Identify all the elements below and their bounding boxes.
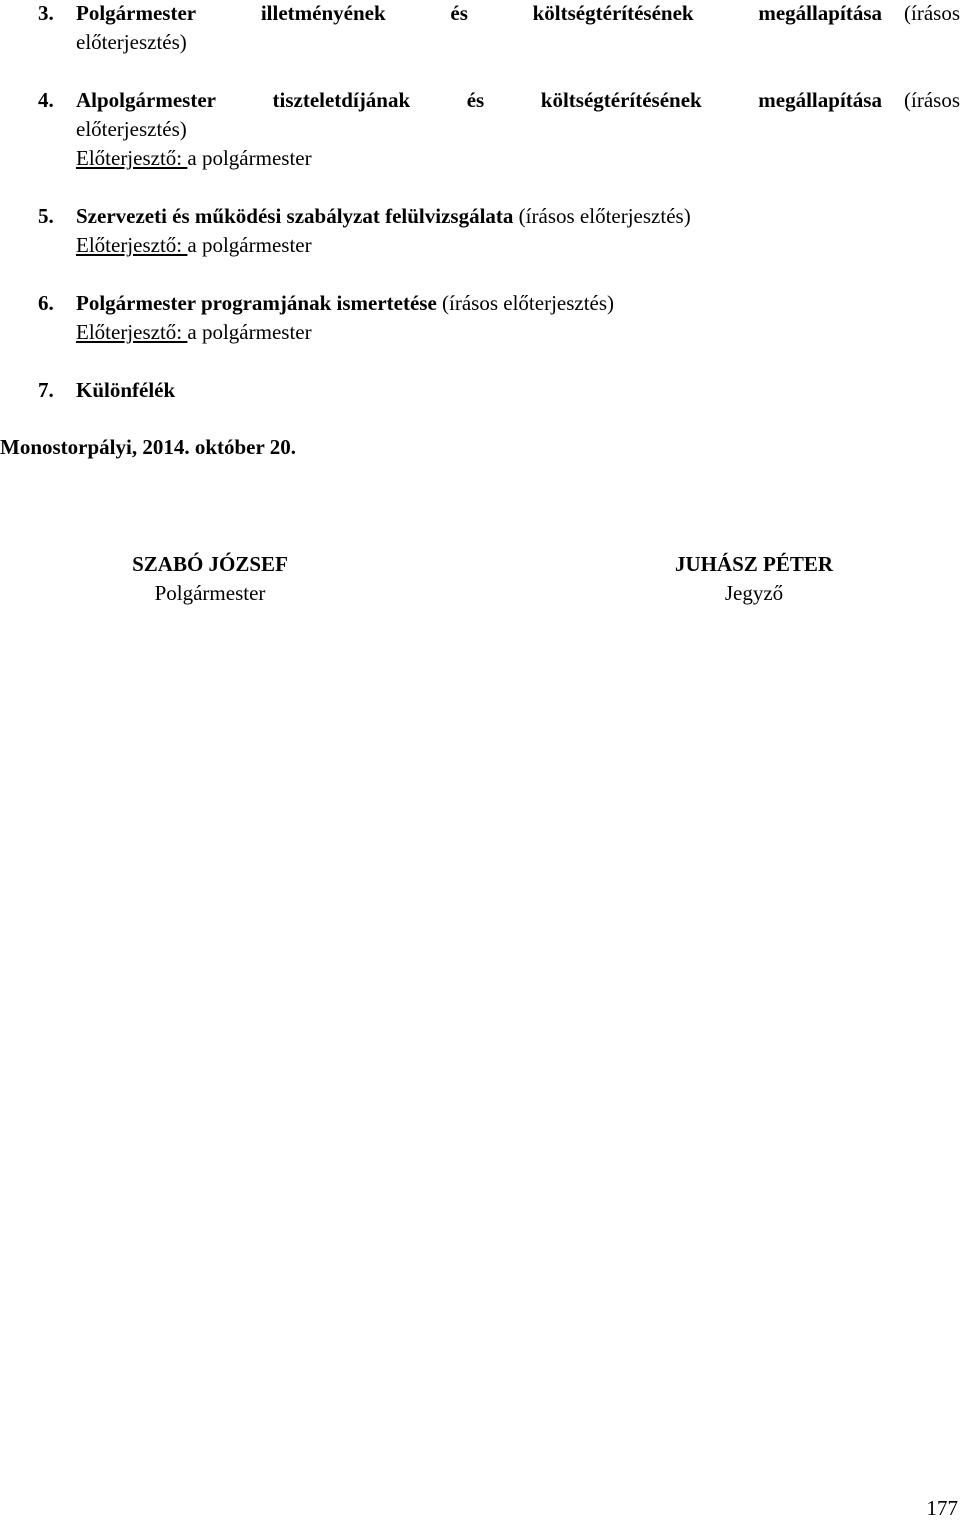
agenda-item-title-line	[76, 86, 960, 115]
agenda-item-type: (írásos	[904, 88, 960, 112]
agenda-item-presenter	[76, 318, 960, 347]
agenda-item-number: 7.	[38, 378, 54, 402]
agenda-item-number: 6.	[38, 291, 54, 315]
agenda-item-5	[0, 202, 960, 260]
agenda-item-body	[76, 86, 960, 173]
agenda-item-type-cont: előterjesztés)	[76, 117, 187, 141]
presenter-name: a polgármester	[187, 233, 312, 257]
presenter-name: a polgármester	[187, 146, 312, 170]
agenda-item-number: 4.	[38, 88, 54, 112]
agenda-item-title-line	[76, 289, 960, 318]
agenda-list	[0, 0, 960, 405]
signature-role: Polgármester	[154, 581, 266, 605]
presenter-label: Előterjesztő:	[76, 320, 188, 344]
agenda-item-3	[0, 0, 960, 57]
agenda-item-7	[0, 376, 960, 405]
date-line: Monostorpályi, 2014. október 20.	[0, 435, 296, 459]
presenter-label: Előterjesztő:	[76, 146, 188, 170]
presenter-label: Előterjesztő:	[76, 233, 188, 257]
agenda-item-title-line	[76, 202, 960, 231]
agenda-item-4	[0, 86, 960, 173]
agenda-item-title: Szervezeti és működési szabályzat felülvizsgálata	[76, 204, 514, 228]
agenda-item-type: (írásos	[904, 1, 960, 25]
agenda-item-number: 3.	[38, 1, 54, 25]
presenter-name: a polgármester	[187, 320, 312, 344]
agenda-item-body	[76, 0, 960, 57]
agenda-item-presenter	[76, 231, 960, 260]
agenda-item-title: Polgármester programjának ismertetése	[76, 291, 437, 315]
agenda-item-title: Alpolgármester tiszteletdíjának és költségtérítésének megállapítása	[76, 88, 882, 112]
agenda-item-body	[76, 289, 960, 347]
agenda-item-type-cont: előterjesztés)	[76, 30, 187, 54]
agenda-item-title: Polgármester illetményének és költségtérítésének megállapítása	[76, 1, 882, 25]
signature-name: SZABÓ JÓZSEF	[132, 552, 288, 576]
agenda-item-title-line	[76, 0, 960, 28]
signature-block-notary	[640, 550, 868, 608]
agenda-item-type: (írásos előterjesztés)	[442, 291, 615, 315]
agenda-item-number: 5.	[38, 204, 54, 228]
page-number: 177	[926, 1496, 958, 1520]
agenda-item-type: (írásos előterjesztés)	[518, 204, 691, 228]
agenda-item-body	[76, 202, 960, 260]
signature-role: Jegyző	[724, 581, 784, 605]
agenda-item-presenter	[76, 144, 960, 173]
signature-block-mayor	[96, 550, 324, 608]
agenda-item-body	[76, 376, 960, 405]
agenda-item-title: Különfélék	[76, 378, 176, 402]
signature-name: JUHÁSZ PÉTER	[674, 552, 834, 576]
agenda-item-6	[0, 289, 960, 347]
